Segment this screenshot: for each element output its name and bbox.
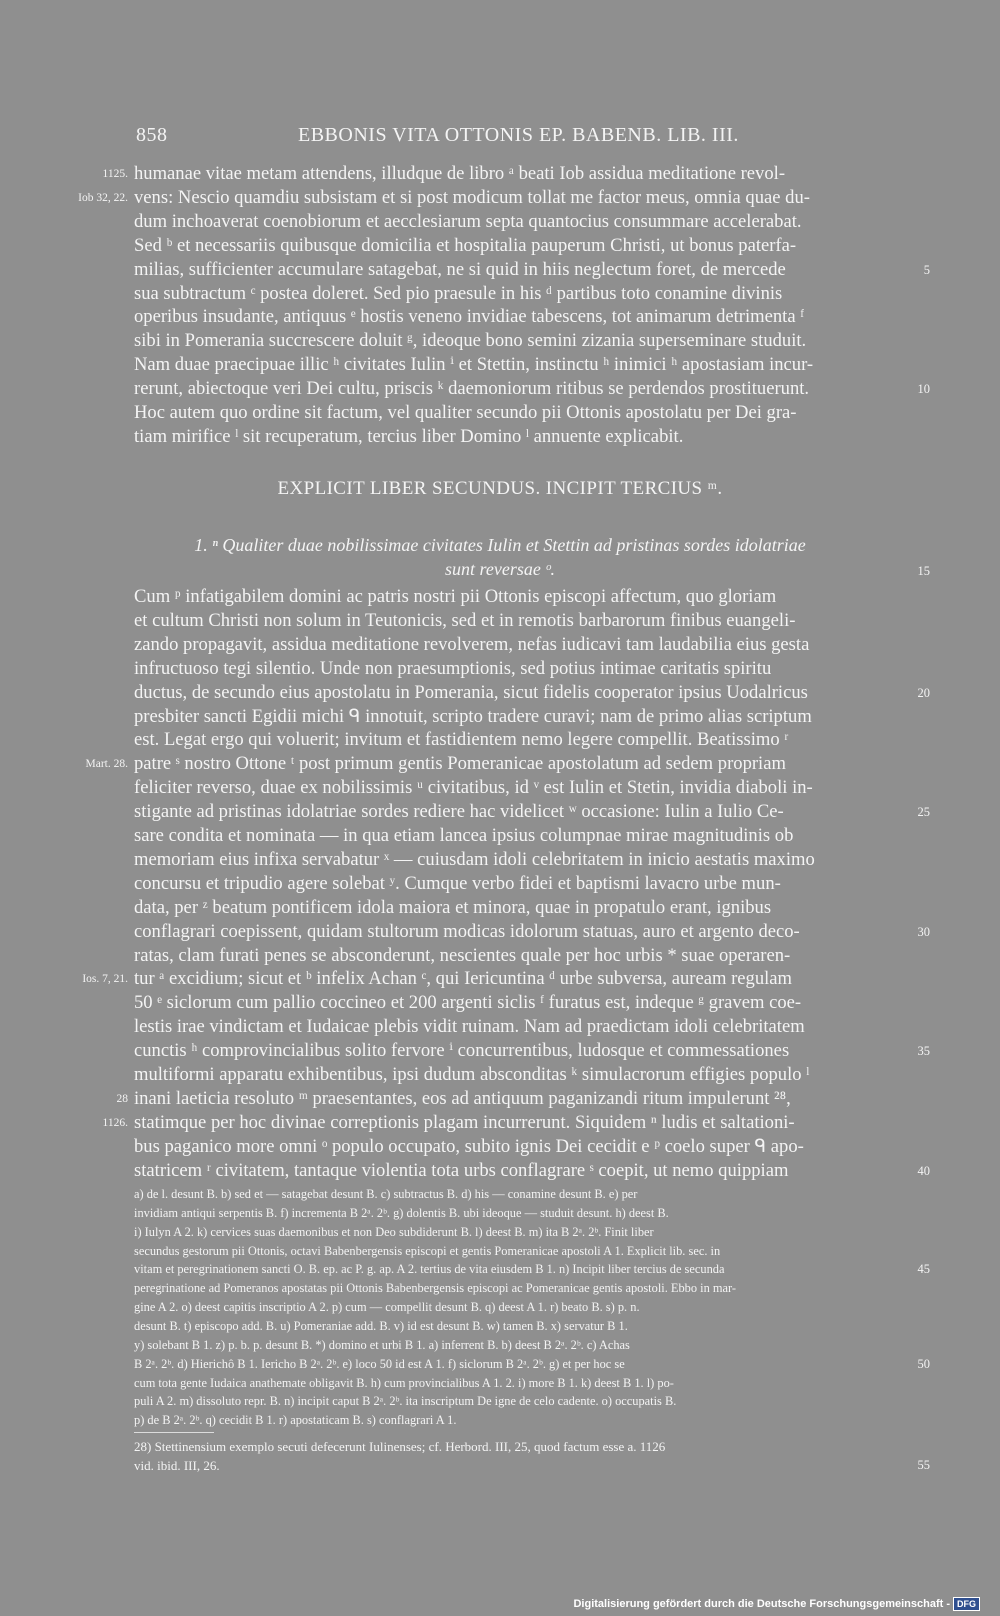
body-line-text: humanae vitae metam attendens, illudque de libro ᵃ beati Iob assidua meditatione revol-	[134, 163, 786, 184]
body-line-text: vens: Nescio quamdiu subsistam et si post modicum tollat me factor meus, omnia quae du-	[134, 186, 810, 208]
footnote-line	[0, 1317, 1000, 1336]
line-number: 25	[917, 805, 930, 820]
body-line-text: dum inchoaverat coenobiorum et aecclesiarum septa quantocius consummare accelerabat.	[134, 210, 802, 232]
chapter-line	[0, 1015, 1000, 1039]
chapter-line	[0, 1135, 1000, 1159]
chapter-line-text: feliciter reverso, duae ex nobilissimis ᵘ civitatibus, id ᵛ est Iulin et Stetin, invidia diaboli in-	[134, 777, 813, 799]
footnote-line-text: gine A 2. o) deest capitis inscriptio A 2. p) cum — compellit desunt B. q) deest A 1. r) beato B. s) p. n.	[134, 1300, 640, 1315]
footnote-line	[0, 1411, 1000, 1430]
footnote-line-text: i) Iulyn A 2. k) cervices suas daemonibus et non Deo subdiderunt B. l) deest B. m) ita B 2ᵃ. 2ᵇ. Finit liber	[134, 1224, 654, 1239]
footnote-line	[0, 1336, 1000, 1355]
footnote-line-text: y) solebant B 1. z) p. b. p. desunt B. *) domino et urbi B 1. a) inferrent B. b) deest B 2ᵃ. 2ᵇ. c) Achas	[134, 1337, 630, 1352]
body-line	[0, 329, 1000, 353]
body-line	[0, 234, 1000, 258]
chapter-line	[0, 800, 1000, 824]
footnote-line	[0, 1279, 1000, 1298]
chapter-line	[0, 1159, 1000, 1183]
chapter-line-text: zando propagavit, assidua meditatione revolverem, nefas iudicavi tam laudabilia eius gesta	[134, 633, 810, 655]
body-line-text: Sed ᵇ et necessariis quibusque domicilia et hospitalia pauperum Christi, ut bonus paterfa-	[134, 234, 797, 256]
chapter-line	[0, 752, 1000, 776]
chapter-line	[0, 1087, 1000, 1111]
chapter-line-text: ductus, de secundo eius apostolatu in Pomerania, sicut fidelis cooperator ipsius Uodalricus	[134, 681, 808, 703]
chapter-line	[0, 1039, 1000, 1063]
footnote-line	[0, 1298, 1000, 1317]
chapter-line	[0, 728, 1000, 752]
chapter-line	[0, 1111, 1000, 1135]
body-line-text: sibi in Pomerania succrescere doluit ᵍ, ideoque bono semini zizania superseminare studuit.	[134, 330, 807, 352]
margin-note: Mart. 28.	[85, 758, 128, 771]
body-line	[0, 377, 1000, 401]
margin-note: 1125.	[102, 168, 128, 180]
chapter-title-line-number: 15	[917, 564, 930, 578]
body-line	[0, 305, 1000, 329]
chapter-line-text: Cum ᵖ infatigabilem domini ac patris nostri pii Ottonis episcopi affectum, quo gloriam	[134, 586, 777, 607]
line-number: 45	[917, 1262, 930, 1277]
chapter-line-text: ratas, clam furati penes se absconderunt, nescientes quale per hoc urbis * suae operaren-	[134, 944, 791, 966]
body-line-text: rerunt, abiectoque veri Dei cultu, priscis ᵏ daemoniorum ritibus se perdendos prostituerunt.	[134, 378, 810, 400]
body-line-text: operibus insudante, antiquus ᵉ hostis veneno invidiae tabescens, tot animarum detrimenta ᶠ	[134, 306, 805, 328]
footnote-line-text: cum tota gente Iudaica anathemate obligavit B. h) cum provincialibus A 1. 2. i) more B 1. k) deest B 1. l) po-	[134, 1375, 674, 1390]
chapter-line-text: sare condita et nominata — in qua etiam lancea ipsius columpnae mirae magnitudinis ob	[134, 825, 794, 846]
chapter-line	[0, 872, 1000, 896]
line-number: 30	[917, 924, 930, 939]
chapter-line-text: data, per ᶻ beatum pontificem idola maiora et minora, quae in propatulo erant, ignibus	[134, 896, 772, 918]
endnote-line-1: 28) Stettinensium exemplo secuti defecerunt Iulinenses; cf. Herbord. III, 25, quod factum esse a. 1126	[134, 1439, 666, 1454]
body-line	[0, 162, 1000, 186]
body-line	[0, 401, 1000, 425]
chapter-line-text: conflagrari coepissent, quidam stultorum modicas idolorum statuas, auro et argento deco-	[134, 920, 800, 942]
chapter-line	[0, 609, 1000, 633]
chapter-line-text: est. Legat ergo qui voluerit; invitum et fastidientem nemo legere compellit. Beatissimo ʳ	[134, 729, 789, 751]
endnote-line-2: vid. ibid. III, 26. 55	[134, 1458, 930, 1473]
margin-note: Ios. 7, 21.	[82, 973, 128, 986]
chapter-line-text: memoriam eius infixa servabatur ˣ — cuiusdam idoli celebritatem in inicio aestatis maximo	[134, 848, 815, 870]
book-heading: EXPLICIT LIBER SECUNDUS. INCIPIT TERCIUS ᵐ.	[277, 478, 723, 499]
margin-note: 1126.	[102, 1116, 128, 1129]
chapter-line-text: tur ᵃ excidium; sicut et ᵇ infelix Achan ᶜ, qui Iericuntina ᵈ urbe subversa, auream regulam	[134, 968, 793, 990]
chapter-line-text: concursu et tripudio agere solebat ʸ. Cumque verbo fidei et baptismi lavacro urbe mun-	[134, 872, 781, 894]
endnote-rule	[134, 1432, 214, 1433]
body-line	[0, 282, 1000, 306]
margin-note: Iob 32, 22.	[78, 191, 128, 204]
chapter-line-text: patre ˢ nostro Ottone ᵗ post primum gentis Pomeranicae apostolatum ad sedem propriam	[134, 753, 786, 775]
body-line	[0, 425, 1000, 449]
footnote-line	[0, 1260, 1000, 1279]
footnote-line	[0, 1242, 1000, 1261]
body-line	[0, 186, 1000, 210]
footnote-line-text: secundus gestorum pii Ottonis, octavi Babenbergensis episcopi et gentis Pomeranicae apostoli A 1. Explicit lib. sec. in	[134, 1243, 721, 1258]
footnote-line-text: p) de B 2ᵃ. 2ᵇ. q) cecidit B 1. r) apostaticam B. s) conflagrari A 1.	[134, 1413, 457, 1428]
chapter-line	[0, 776, 1000, 800]
footnote-line	[0, 1185, 1000, 1204]
body-line	[0, 258, 1000, 282]
chapter-title-line-1: 1. ⁿ Qualiter duae nobilissimae civitates Iulin et Stettin ad pristinas sordes idolatriae	[194, 535, 806, 555]
chapter-line	[0, 705, 1000, 729]
footnote-line	[0, 1374, 1000, 1393]
page-number: 858	[136, 124, 168, 146]
chapter-line	[0, 633, 1000, 657]
chapter-line	[0, 967, 1000, 991]
chapter-line-text: statricem ʳ civitatem, tantaque violentia tota urbs conflagrare ˢ coepit, ut nemo quippiam	[134, 1159, 789, 1181]
chapter-line	[0, 920, 1000, 944]
body-line	[0, 353, 1000, 377]
digitization-credit: Digitalisierung gefördert durch die Deutsche Forschungsgemeinschaft - DFG	[573, 1597, 980, 1613]
body-line-text: tiam mirifice ˡ sit recuperatum, tercius liber Domino ˡ annuente explicabit.	[134, 425, 684, 447]
footnote-line	[0, 1392, 1000, 1411]
footnote-line-text: a) de l. desunt B. b) sed et — satagebat desunt B. c) subtractus B. d) his — conamine desunt B. e) per	[134, 1187, 638, 1201]
chapter-line-text: statimque per hoc divinae correptionis plagam incurrerunt. Siquidem ⁿ ludis et saltationi-	[134, 1111, 795, 1133]
chapter-line-text: et cultum Christi non solum in Teutonicis, sed et in remotis barbarorum finibus euangeli-	[134, 609, 796, 631]
chapter-line	[0, 657, 1000, 681]
footnote-line-text: invidiam antiqui serpentis B. f) incrementa B 2ᵃ. 2ᵇ. g) dolentis B. ubi ideoque — studuit desunt. h) deest B.	[134, 1205, 669, 1220]
line-number: 40	[917, 1163, 930, 1178]
chapter-line	[0, 896, 1000, 920]
chapter-line-text: infructuoso tegi silentio. Unde non praesumptionis, sed potius intimae caritatis spiritu	[134, 657, 772, 679]
footnote-line-text: B 2ᵃ. 2ᵇ. d) Hierichô B 1. Iericho B 2ᵃ. 2ᵇ. e) loco 50 id est A 1. f) siclorum B 2ᵃ. 2ᵇ. g) et per hoc se	[134, 1356, 625, 1371]
line-number: 50	[917, 1356, 930, 1371]
dfg-logo: DFG	[953, 1597, 980, 1611]
chapter-line	[0, 991, 1000, 1015]
footnote-line	[0, 1223, 1000, 1242]
footnote-line	[0, 1204, 1000, 1223]
chapter-line	[0, 944, 1000, 968]
chapter-line	[0, 824, 1000, 848]
chapter-title-line-2: sunt reversae ᵒ.	[445, 559, 555, 579]
running-title: EBBONIS VITA OTTONIS EP. BABENB. LIB. III.	[298, 124, 739, 146]
footnote-line	[0, 1355, 1000, 1374]
chapter-line-text: presbiter sancti Egidii michi ᑫ innotuit, scripto tradere curavi; nam de primo alias scriptum	[134, 705, 812, 727]
body-line	[0, 210, 1000, 234]
line-number: 20	[917, 685, 930, 700]
body-line-text: sua subtractum ᶜ postea doleret. Sed pio praesule in his ᵈ partibus toto conamine divinis	[134, 282, 783, 304]
chapter-line-text: multiformi apparatu exhibentibus, ipsi dudum absconditas ᵏ simulacrorum effigies populo ˡ	[134, 1064, 810, 1085]
chapter-line-text: bus paganico more omni ᵒ populo occupato, subito ignis Dei cecidit e ᵖ coelo super ᑫ apo-	[134, 1135, 804, 1157]
chapter-line-text: 50 ᵉ siclorum cum pallio coccineo et 200 argenti siclis ᶠ furatus est, indeque ᵍ gravem coe-	[134, 992, 802, 1014]
chapter-line-text: inani laeticia resoluto ᵐ praesentantes, eos ad antiquum paganizandi ritum impulerunt ²⁸,	[134, 1087, 791, 1109]
footnote-line-text: puli A 2. m) dissoluto repr. B. n) incipit caput B 2ᵃ. 2ᵇ. ita inscriptum De igne de celo cadente. o) occupatis B.	[134, 1394, 677, 1409]
margin-note: 28	[116, 1092, 128, 1105]
body-line-text: Nam duae praecipuae illic ʰ civitates Iulin ⁱ et Stettin, instinctu ʰ inimici ʰ apostasiam incur-	[134, 354, 814, 376]
chapter-line	[0, 848, 1000, 872]
chapter-line-text: cunctis ʰ comprovincialibus solito fervore ⁱ concurrentibus, ludosque et commessationes	[134, 1040, 790, 1062]
chapter-line-text: stigante ad pristinas idolatriae sordes rediere hac videlicet ʷ occasione: Iulin a Iulio Ce-	[134, 801, 784, 823]
line-number: 10	[917, 382, 930, 397]
chapter-line	[0, 1063, 1000, 1087]
body-line-text: Hoc autem quo ordine sit factum, vel qualiter secundo pii Ottonis apostolatu per Dei gra-	[134, 402, 797, 423]
chapter-line-text: lestis irae vindictam et Iudaicae plebis vidit ruinam. Nam ad praedictam idoli celebritatem	[134, 1016, 805, 1038]
chapter-line	[0, 585, 1000, 609]
line-number: 5	[923, 262, 930, 277]
footnote-line-text: desunt B. t) episcopo add. B. u) Pomeraniae add. B. v) id est desunt B. w) tamen B. x) servatur B 1.	[134, 1318, 628, 1333]
footnote-line-text: vitam et peregrinationem sancti O. B. ep. ac P. g. ap. A 2. tertius de vita eiusdem B 1. n) Incipit liber tercius de secunda	[134, 1262, 725, 1277]
line-number: 35	[917, 1044, 930, 1059]
chapter-line	[0, 681, 1000, 705]
footnote-line-text: peregrinatione ad Pomeranos apostatas pii Ottonis Babenbergensis episcopi ac Pomeranicae gentis apostoli. Ebbo in mar-	[134, 1281, 737, 1296]
body-line-text: milias, sufficienter accumulare satagebat, ne si quid in hiis neglectum foret, de mercede	[134, 258, 786, 280]
